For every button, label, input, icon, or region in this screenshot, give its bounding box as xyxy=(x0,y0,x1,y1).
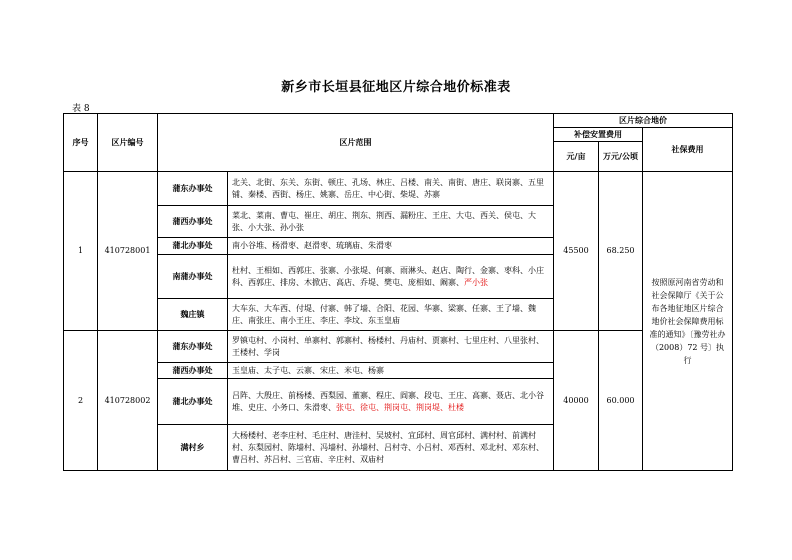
header-zone-price: 区片综合地价 xyxy=(554,114,733,128)
office-name: 蒲东办事处 xyxy=(158,172,228,206)
zone-seq: 2 xyxy=(64,331,98,471)
zone-scope-text: 大杨楼村、老李庄村、毛庄村、唐洼村、吴坡村、宜邱村、周官邱村、满村村、前满村村、东梨园村、陈墙村、冯墙村、孙墙村、吕村寺、小吕村、邓西村、邓北村、邓东村、曹吕村、苏吕村、三官庙、辛庄村、双庙村 xyxy=(228,425,554,471)
office-name: 蒲北办事处 xyxy=(158,379,228,425)
header-yuan-per-mu: 元/亩 xyxy=(554,142,599,172)
office-name: 蒲东办事处 xyxy=(158,331,228,363)
office-name: 蒲西办事处 xyxy=(158,363,228,379)
page-title: 新乡市长垣县征地区片综合地价标准表 xyxy=(281,80,511,95)
table-row xyxy=(64,331,733,363)
wan-per-gongqing-value: 68.250 xyxy=(599,172,643,331)
zone-scope-text: 杜村、王相如、西郭庄、张寨、小张堤、何寨、雨淋头、赵店、陶行、金寨、枣科、小庄科、西郭庄、排房、木掀店、高店、乔堤、樊屯、庞相如、阚寨、严小张 xyxy=(228,255,554,299)
header-wan-per-gongqing: 万元/公顷 xyxy=(599,142,643,172)
zone-scope-red-text: 严小张 xyxy=(464,277,488,287)
zone-scope-text: 南小谷堆、杨滑枣、赵滑枣、琉璃庙、朱滑枣 xyxy=(228,238,554,255)
zone-scope-red-text: 张屯、徐屯、荆岗屯、荆岗堤、杜楼 xyxy=(336,402,464,412)
social-security-text: 按照原河南省劳动和社会保障厅《关于公布各地征地区片综合地价社会保障费用标准的通知》〔豫劳社办（2008）72 号〕执行 xyxy=(643,172,733,471)
zone-scope-text: 罗镇屯村、小岗村、单寨村、郭寨村、杨楼村、丹庙村、贾寨村、七里庄村、八里张村、王楼村、学岗 xyxy=(228,331,554,363)
zone-scope-text: 菜北、菜南、曹屯、崔庄、胡庄、荆东、荆西、漏粉庄、王庄、大屯、西关、侯屯、大张、小大张、孙小张 xyxy=(228,206,554,238)
table-label: 表 8 xyxy=(72,104,90,114)
zone-seq: 1 xyxy=(64,172,98,331)
zone-scope-text: 北关、北街、东关、东街、顿庄、孔场、林庄、吕楼、南关、南街、唐庄、联岗寨、五里铺、秦楼、西街、杨庄、姚寨、岳庄、中心街、柴堤、苏寨 xyxy=(228,172,554,206)
yuan-per-mu-value: 45500 xyxy=(554,172,599,331)
office-name: 南蒲办事处 xyxy=(158,255,228,299)
wan-per-gongqing-value: 60.000 xyxy=(599,331,643,471)
zone-code: 410728001 xyxy=(98,172,158,331)
office-name: 蒲北办事处 xyxy=(158,238,228,255)
land-price-table xyxy=(63,113,733,471)
table-row xyxy=(64,172,733,206)
zone-code: 410728002 xyxy=(98,331,158,471)
zone-scope-text: 吕阵、大殷庄、前杨楼、西梨园、董寨、程庄、阎寨、段屯、王庄、高寨、聂店、北小谷堆、史庄、小务口、朱滑枣、张屯、徐屯、荆岗屯、荆岗堤、杜楼 xyxy=(228,379,554,425)
header-seq: 序号 xyxy=(64,114,98,172)
office-name: 魏庄镇 xyxy=(158,299,228,331)
header-zone-scope: 区片范围 xyxy=(158,114,554,172)
office-name: 蒲西办事处 xyxy=(158,206,228,238)
header-compensation: 补偿安置费用 xyxy=(554,128,643,142)
yuan-per-mu-value: 40000 xyxy=(554,331,599,471)
header-social-security: 社保费用 xyxy=(643,128,733,172)
office-name: 满村乡 xyxy=(158,425,228,471)
header-zone-code: 区片编号 xyxy=(98,114,158,172)
zone-scope-text: 玉皇庙、太子屯、云寨、宋庄、米屯、杨寨 xyxy=(228,363,554,379)
zone-scope-text: 大车东、大车西、付堤、付寨、韩了墙、合阳、花园、华寨、梁寨、任寨、王了墙、魏庄、南张庄、南小王庄、李庄、李坟、东玉皇庙 xyxy=(228,299,554,331)
